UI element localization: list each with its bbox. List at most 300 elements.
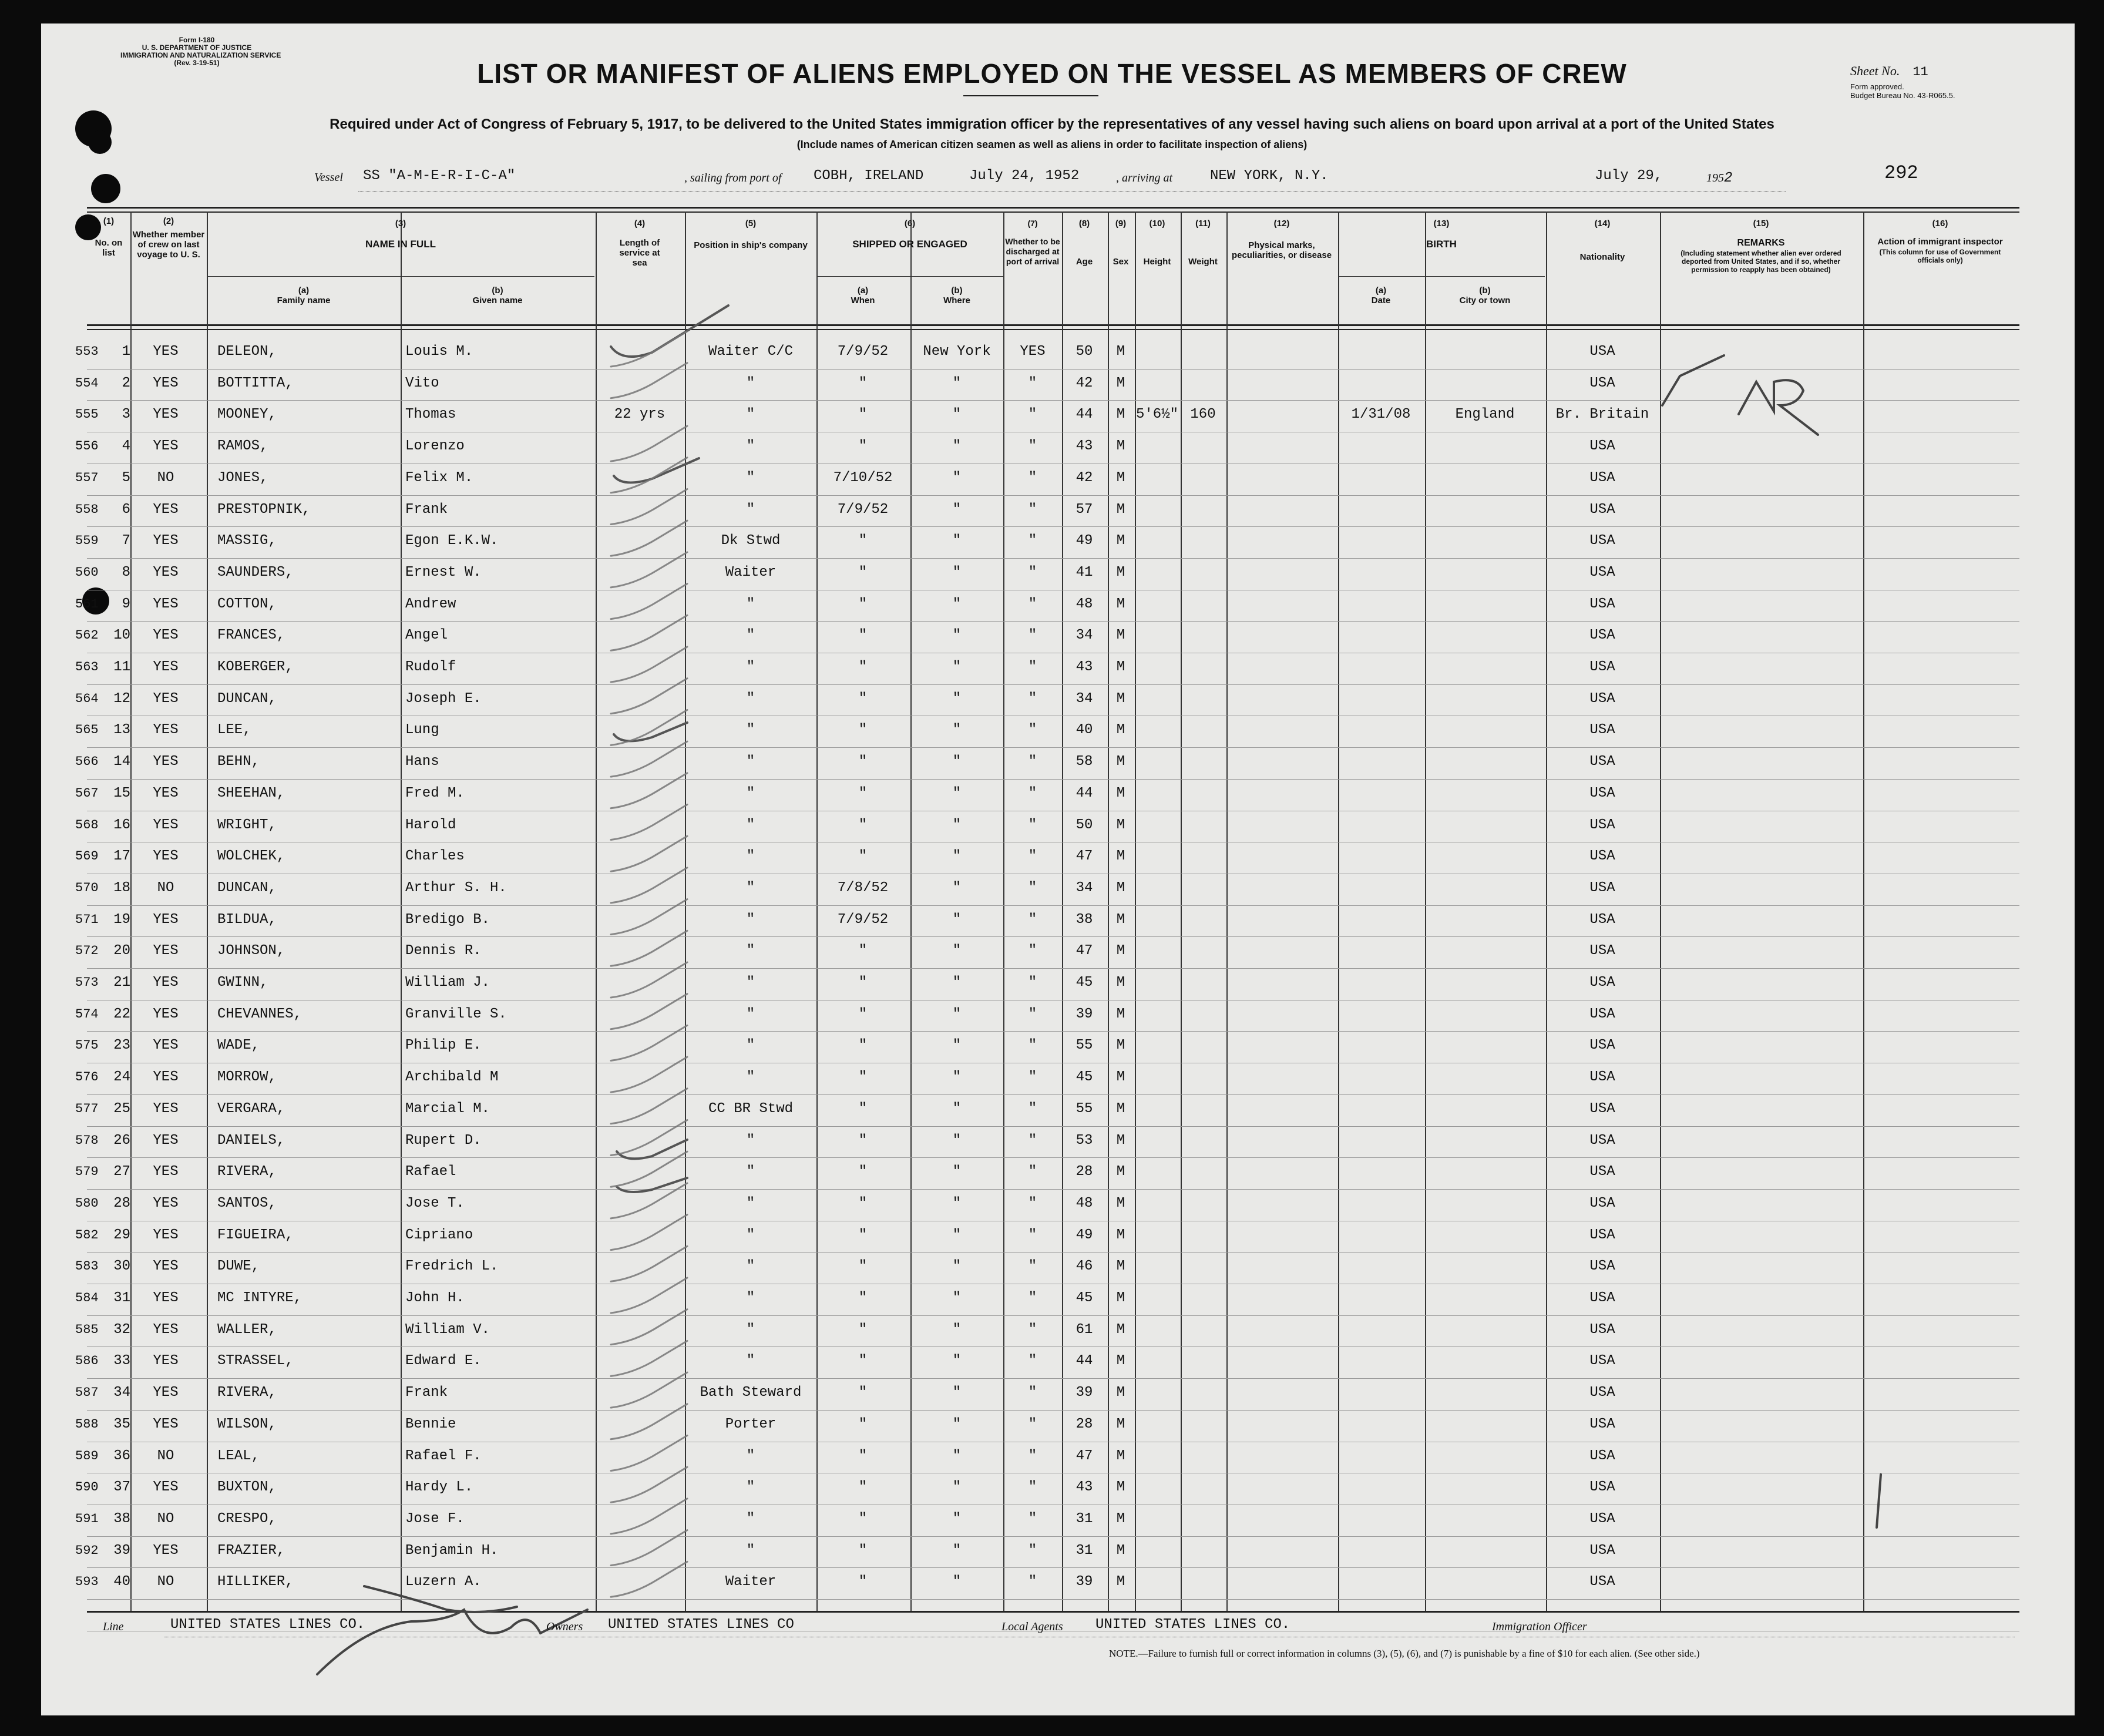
cell-where: " (952, 817, 962, 833)
cell-when: " (858, 1258, 868, 1274)
cell-no: 17 (113, 848, 130, 864)
col2-label: Whether member of crew on last voyage to U. S. (132, 230, 205, 260)
cell-prev: YES (153, 785, 179, 801)
cell-no: 6 (122, 502, 130, 518)
cell-given: William V. (405, 1322, 490, 1338)
cell-stamp: 582 (75, 1228, 99, 1243)
cell-prev: YES (153, 1290, 179, 1306)
cell-family: DUNCAN, (217, 691, 277, 707)
cell-position: Waiter (725, 565, 777, 580)
cell-nat: USA (1589, 817, 1615, 833)
cell-where: " (952, 691, 962, 707)
cell-sex: M (1116, 754, 1125, 770)
cell-where: " (952, 627, 962, 643)
cell-family: BILDUA, (217, 912, 277, 928)
cell-stamp: 562 (75, 628, 99, 643)
cell-sex: M (1116, 565, 1125, 580)
cell-sex: M (1116, 848, 1125, 864)
cell-prev: YES (153, 1069, 179, 1085)
pencil-check-mark (611, 458, 687, 493)
cell-prev: YES (153, 1006, 179, 1022)
cell-position: " (746, 502, 755, 518)
cell-position: " (746, 1479, 755, 1495)
cell-no: 9 (122, 596, 130, 612)
cell-disch: " (1028, 1069, 1037, 1085)
cell-nat: USA (1589, 943, 1615, 959)
cell-stamp: 574 (75, 1007, 99, 1022)
cell-age: 43 (1075, 1479, 1093, 1495)
cell-family: LEAL, (217, 1448, 260, 1464)
footer-agents-value: UNITED STATES LINES CO. (1095, 1617, 1290, 1633)
cell-prev: YES (153, 659, 179, 675)
cell-disch: " (1028, 785, 1037, 801)
form-number: Form I-180 (179, 36, 215, 44)
pencil-check-mark (611, 1404, 687, 1439)
cell-family: WRIGHT, (217, 817, 277, 833)
cell-position: " (746, 1069, 755, 1085)
cell-disch: " (1028, 1322, 1037, 1338)
cell-disch: " (1028, 975, 1037, 990)
cell-sex: M (1116, 1511, 1125, 1527)
col7-label: Whether to be discharged at port of arrival (1005, 237, 1060, 266)
cell-disch: " (1028, 1006, 1037, 1022)
form-revision: (Rev. 3-19-51) (174, 59, 220, 67)
cell-given: Marcial M. (405, 1101, 490, 1117)
budget-bureau-text: Budget Bureau No. 43-R065.5. (1850, 91, 1955, 100)
col6b-label: Where (943, 296, 970, 305)
cell-no: 31 (113, 1290, 130, 1306)
cell-disch: " (1028, 1227, 1037, 1243)
cell-nat: USA (1589, 1258, 1615, 1274)
footer-line-label: Line (103, 1620, 124, 1633)
cell-sex: M (1116, 470, 1125, 486)
cell-given: Harold (405, 817, 456, 833)
col6-label: SHIPPED OR ENGAGED (852, 239, 967, 250)
cell-disch: " (1028, 533, 1037, 549)
cell-nat: USA (1589, 1322, 1615, 1338)
cell-given: Dennis R. (405, 943, 482, 959)
cell-stamp: 576 (75, 1070, 99, 1084)
col4-label: Length of service at sea (619, 238, 660, 268)
cell-where: " (952, 1322, 962, 1338)
cell-position: " (746, 470, 755, 486)
cell-sex: M (1116, 1037, 1125, 1053)
cell-position: " (746, 1353, 755, 1369)
cell-position: " (746, 943, 755, 959)
pencil-check-mark (611, 962, 687, 998)
cell-no: 24 (113, 1069, 130, 1085)
cell-where: " (952, 1416, 962, 1432)
cell-sex: M (1116, 880, 1125, 896)
cell-sex: M (1116, 1006, 1125, 1022)
cell-prev: NO (157, 1511, 174, 1527)
cell-family: BUXTON, (217, 1479, 277, 1495)
cell-family: DUNCAN, (217, 880, 277, 896)
cell-no: 2 (122, 375, 130, 391)
cell-prev: NO (157, 470, 174, 486)
cell-bcity: England (1455, 407, 1515, 422)
cell-age: 55 (1075, 1037, 1093, 1053)
cell-nat: USA (1589, 1196, 1615, 1211)
pencil-check-mark (611, 994, 687, 1029)
cell-age: 39 (1075, 1006, 1093, 1022)
cell-disch: " (1028, 1258, 1037, 1274)
cell-nat: USA (1589, 1385, 1615, 1401)
col9-num: (9) (1115, 219, 1127, 229)
cell-stamp: 590 (75, 1480, 99, 1495)
cell-age: 34 (1075, 627, 1093, 643)
pencil-check-mark (611, 552, 687, 587)
footer-note: NOTE.—Failure to furnish full or correct information in columns (3), (5), (6), and (7) is punishable by a fine of $10 for each alien. (See other side.) (1109, 1648, 1700, 1659)
col12-label: Physical marks, peculiarities, or disease (1231, 240, 1332, 260)
cell-disch: YES (1020, 344, 1046, 360)
service-name: IMMIGRATION AND NATURALIZATION SERVICE (120, 51, 281, 59)
cell-no: 5 (122, 470, 130, 486)
cell-position: " (746, 407, 755, 422)
cell-no: 39 (113, 1543, 130, 1559)
cell-no: 10 (113, 627, 130, 643)
cell-when: " (858, 817, 868, 833)
cell-given: Lorenzo (405, 438, 465, 454)
cell-age: 50 (1075, 344, 1093, 360)
cell-family: JOHNSON, (217, 943, 285, 959)
cell-nat: USA (1589, 1164, 1615, 1180)
cell-position: " (746, 975, 755, 990)
cell-stamp: 568 (75, 818, 99, 832)
cell-prev: YES (153, 722, 179, 738)
cell-sex: M (1116, 1133, 1125, 1149)
cell-given: Benjamin H. (405, 1543, 499, 1559)
cell-stamp: 569 (75, 849, 99, 864)
cell-nat: USA (1589, 722, 1615, 738)
cell-stamp: 591 (75, 1512, 99, 1526)
col4-num: (4) (634, 219, 646, 229)
department-name: U. S. DEPARTMENT OF JUSTICE (142, 43, 252, 52)
cell-where: " (952, 1543, 962, 1559)
cell-where: " (952, 754, 962, 770)
col13a-num: (a) (1375, 286, 1387, 296)
cell-disch: " (1028, 502, 1037, 518)
cell-sex: M (1116, 375, 1125, 391)
cell-when: 7/9/52 (837, 502, 889, 518)
col13-num: (13) (1433, 219, 1450, 229)
pencil-check-mark (611, 1057, 687, 1092)
cell-position: " (746, 785, 755, 801)
cell-when: " (858, 1290, 868, 1306)
cell-when: " (858, 785, 868, 801)
cell-disch: " (1028, 722, 1037, 738)
cell-age: 46 (1075, 1258, 1093, 1274)
pencil-check-mark (611, 489, 687, 525)
cell-given: John H. (405, 1290, 465, 1306)
sailing-port: COBH, IRELAND (814, 168, 924, 184)
cell-where: " (952, 659, 962, 675)
cell-stamp: 587 (75, 1385, 99, 1400)
cell-sex: M (1116, 785, 1125, 801)
col13-label: BIRTH (1426, 239, 1457, 250)
cell-age: 31 (1075, 1543, 1093, 1559)
col6b-num: (b) (951, 286, 963, 296)
cell-family: DANIELS, (217, 1133, 285, 1149)
cell-prev: YES (153, 1164, 179, 1180)
cell-nat: USA (1589, 1037, 1615, 1053)
col15-label: REMARKS (1737, 238, 1785, 248)
cell-position: " (746, 1543, 755, 1559)
cell-age: 44 (1075, 785, 1093, 801)
cell-given: Louis M. (405, 344, 473, 360)
cell-age: 44 (1075, 1353, 1093, 1369)
cell-sex: M (1116, 1164, 1125, 1180)
cell-prev: YES (153, 344, 179, 360)
cell-when: " (858, 627, 868, 643)
cell-where: " (952, 1101, 962, 1117)
cell-sex: M (1116, 722, 1125, 738)
cell-given: Rudolf (405, 659, 456, 675)
cell-disch: " (1028, 438, 1037, 454)
cell-sex: M (1116, 502, 1125, 518)
cell-no: 8 (122, 565, 130, 580)
cell-given: Bennie (405, 1416, 456, 1432)
cell-no: 11 (113, 659, 130, 675)
cell-family: WALLER, (217, 1322, 277, 1338)
cell-where: " (952, 722, 962, 738)
cell-position: Bath Steward (700, 1385, 802, 1401)
col3-num: (3) (395, 219, 406, 229)
cell-given: Vito (405, 375, 439, 391)
cell-family: MORROW, (217, 1069, 277, 1085)
cell-given: Felix M. (405, 470, 473, 486)
cell-position: " (746, 754, 755, 770)
cell-sex: M (1116, 975, 1125, 990)
cell-nat: USA (1589, 975, 1615, 990)
cell-nat: USA (1589, 1290, 1615, 1306)
pencil-check-mark (611, 426, 687, 461)
cell-no: 37 (113, 1479, 130, 1495)
col9-label: Sex (1113, 257, 1129, 267)
cell-prev: NO (157, 1448, 174, 1464)
cell-no: 29 (113, 1227, 130, 1243)
cell-disch: " (1028, 1037, 1037, 1053)
cell-bdate: 1/31/08 (1351, 407, 1411, 422)
cell-nat: USA (1589, 1479, 1615, 1495)
cell-where: " (952, 1574, 962, 1590)
cell-disch: " (1028, 1133, 1037, 1149)
cell-nat: USA (1589, 1133, 1615, 1149)
cell-no: 21 (113, 975, 130, 990)
cell-prev: NO (157, 880, 174, 896)
cell-stamp: 580 (75, 1196, 99, 1211)
sheet-number-value: 11 (1913, 65, 1928, 79)
cell-where: " (952, 1448, 962, 1464)
cell-nat: USA (1589, 1543, 1615, 1559)
cell-position: " (746, 722, 755, 738)
cell-prev: YES (153, 1479, 179, 1495)
cell-when: " (858, 1448, 868, 1464)
cell-prev: YES (153, 533, 179, 549)
cell-age: 40 (1075, 722, 1093, 738)
cell-age: 44 (1075, 407, 1093, 422)
cell-age: 45 (1075, 975, 1093, 990)
cell-when: " (858, 596, 868, 612)
cell-when: " (858, 848, 868, 864)
col3a-num: (a) (298, 286, 310, 296)
cell-age: 43 (1075, 659, 1093, 675)
cell-nat: USA (1589, 1416, 1615, 1432)
cell-stamp: 566 (75, 754, 99, 769)
cell-given: Rafael (405, 1164, 456, 1180)
cell-family: WADE, (217, 1037, 260, 1053)
cell-given: Jose T. (405, 1196, 465, 1211)
pencil-check-mark (611, 1372, 687, 1408)
cell-position: " (746, 1227, 755, 1243)
cell-family: SAUNDERS, (217, 565, 294, 580)
cell-family: BOTTITTA, (217, 375, 294, 391)
pencil-check-mark (611, 836, 687, 871)
cell-height: 5'6½" (1135, 407, 1178, 422)
cell-where: " (952, 1164, 962, 1180)
cell-family: GWINN, (217, 975, 268, 990)
cell-when: 7/10/52 (833, 470, 893, 486)
cell-sex: M (1116, 1385, 1125, 1401)
cell-age: 50 (1075, 817, 1093, 833)
cell-family: FRANCES, (217, 627, 285, 643)
cell-sex: M (1116, 817, 1125, 833)
cell-nat: Br. Britain (1555, 407, 1649, 422)
vessel-name: SS "A-M-E-R-I-C-A" (363, 168, 516, 184)
cell-when: " (858, 565, 868, 580)
col7-num: (7) (1027, 219, 1038, 228)
cell-where: " (952, 1006, 962, 1022)
cell-prev: YES (153, 1385, 179, 1401)
pencil-check-mark (611, 1467, 687, 1502)
col5-label: Position in ship's company (694, 240, 808, 250)
cell-family: RIVERA, (217, 1385, 277, 1401)
cell-prev: YES (153, 407, 179, 422)
cell-stamp: 585 (75, 1322, 99, 1337)
cell-given: Granville S. (405, 1006, 507, 1022)
cell-no: 12 (113, 691, 130, 707)
cell-where: " (952, 407, 962, 422)
cell-position: " (746, 848, 755, 864)
cell-sex: M (1116, 1258, 1125, 1274)
cell-given: Rafael F. (405, 1448, 482, 1464)
cell-nat: USA (1589, 627, 1615, 643)
cell-prev: YES (153, 1353, 179, 1369)
cell-prev: YES (153, 438, 179, 454)
cell-disch: " (1028, 1101, 1037, 1117)
col2-num: (2) (163, 216, 174, 226)
cell-age: 28 (1075, 1416, 1093, 1432)
cell-when: " (858, 659, 868, 675)
cell-position: CC BR Stwd (708, 1101, 794, 1117)
cell-where: " (952, 943, 962, 959)
col6-num: (6) (904, 219, 916, 229)
col3b-label: Given name (472, 296, 523, 305)
sheet-number-label: Sheet No. (1850, 63, 1900, 78)
pencil-check-mark (611, 741, 687, 777)
cell-position: " (746, 1290, 755, 1306)
cell-stamp: 559 (75, 533, 99, 548)
cell-sex: M (1116, 438, 1125, 454)
cell-given: Angel (405, 627, 448, 643)
pencil-check-mark (611, 521, 687, 556)
pencil-check-mark (611, 615, 687, 650)
cell-nat: USA (1589, 565, 1615, 580)
sailing-date: July 24, 1952 (969, 168, 1080, 184)
cell-disch: " (1028, 407, 1037, 422)
cell-age: 31 (1075, 1511, 1093, 1527)
cell-stamp: 558 (75, 502, 99, 517)
cell-disch: " (1028, 1543, 1037, 1559)
cell-position: " (746, 1006, 755, 1022)
cell-given: Edward E. (405, 1353, 482, 1369)
pencil-check-mark (611, 868, 687, 903)
cell-where: " (952, 470, 962, 486)
cell-when: " (858, 1133, 868, 1149)
col6a-label: When (851, 296, 875, 305)
pencil-check-mark (611, 1089, 687, 1124)
cell-no: 25 (113, 1101, 130, 1117)
pencil-check-mark (611, 1341, 687, 1376)
cell-where: " (952, 785, 962, 801)
cell-where: " (952, 848, 962, 864)
pencil-check-mark (611, 899, 687, 935)
cell-when: " (858, 1322, 868, 1338)
pencil-check-mark (611, 1025, 687, 1060)
cell-where: " (952, 533, 962, 549)
cell-disch: " (1028, 1448, 1037, 1464)
cell-where: " (952, 1385, 962, 1401)
cell-no: 18 (113, 880, 130, 896)
year-prefix: 195 (1706, 172, 1724, 184)
cell-position: " (746, 1037, 755, 1053)
cell-prev: YES (153, 375, 179, 391)
cell-position: " (746, 817, 755, 833)
form-approved-text: Form approved. (1850, 82, 1904, 91)
cell-position: " (746, 1511, 755, 1527)
cell-when: " (858, 975, 868, 990)
cell-stamp: 570 (75, 881, 99, 895)
pencil-check-mark (611, 773, 687, 808)
cell-sex: M (1116, 912, 1125, 928)
col16-label: Action of immigrant inspector (1877, 237, 2003, 247)
col3a-label: Family name (277, 296, 331, 305)
cell-stamp: 564 (75, 691, 99, 706)
footer-officer-label: Immigration Officer (1492, 1620, 1587, 1633)
col16-num: (16) (1932, 219, 1948, 229)
cell-nat: USA (1589, 1101, 1615, 1117)
cell-nat: USA (1589, 691, 1615, 707)
page-title: LIST OR MANIFEST OF ALIENS EMPLOYED ON THE VESSEL AS MEMBERS OF CREW (477, 58, 1627, 89)
cell-position: Porter (725, 1416, 777, 1432)
cell-when: " (858, 1069, 868, 1085)
cell-age: 41 (1075, 565, 1093, 580)
cell-prev: YES (153, 1322, 179, 1338)
cell-prev: YES (153, 848, 179, 864)
cell-no: 28 (113, 1196, 130, 1211)
cell-disch: " (1028, 375, 1037, 391)
cell-when: " (858, 691, 868, 707)
pencil-check-mark (611, 647, 687, 682)
cell-age: 57 (1075, 502, 1093, 518)
col3b-num: (b) (492, 286, 503, 296)
cell-no: 1 (122, 344, 130, 360)
pencil-check-mark (611, 1120, 687, 1156)
cell-given: Fred M. (405, 785, 465, 801)
cell-when: " (858, 754, 868, 770)
cell-age: 34 (1075, 691, 1093, 707)
cell-disch: " (1028, 596, 1037, 612)
